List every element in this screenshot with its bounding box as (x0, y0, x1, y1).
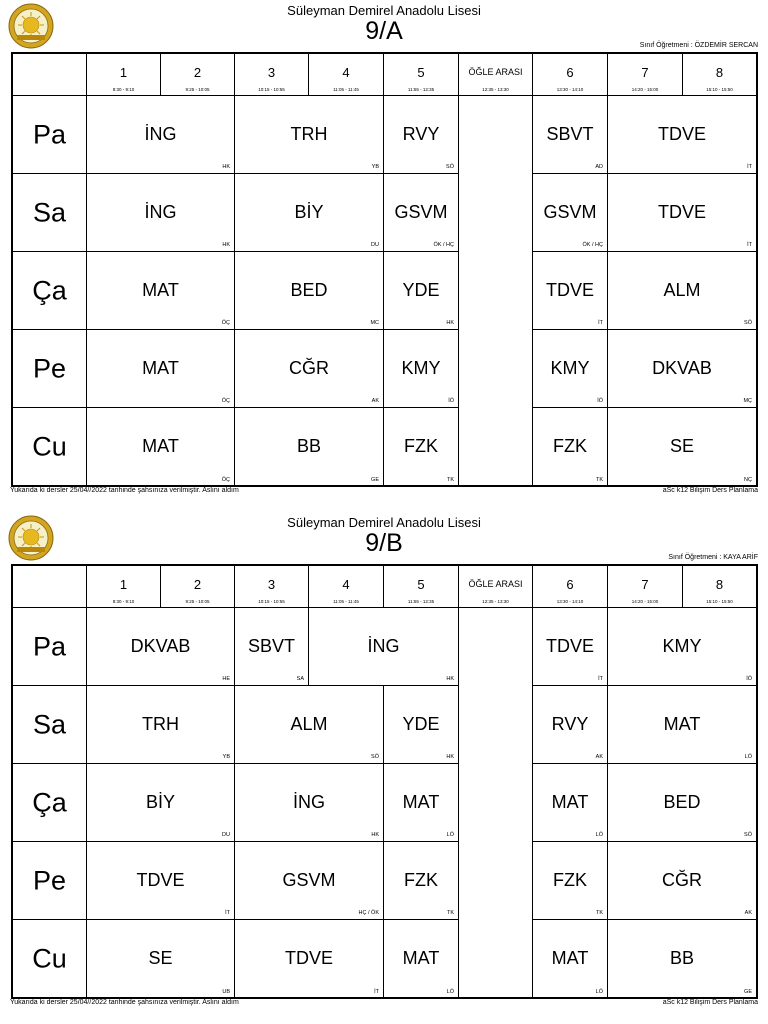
period-number: 8 (715, 65, 724, 80)
lesson-cell (533, 330, 608, 408)
lesson-teacher: HK (222, 164, 230, 170)
lesson-subject: TDVE (284, 948, 333, 968)
lesson-subject: FZK (404, 436, 438, 456)
lesson-subject: BB (669, 948, 694, 968)
lesson-cell (384, 842, 459, 920)
day-name: Pa (32, 119, 67, 149)
period-time: 9:25 - 10:05 (185, 599, 210, 604)
period-header (683, 566, 756, 608)
period-number: 8 (715, 577, 724, 592)
lesson-subject: MAT (551, 792, 589, 812)
lesson-teacher: İT (747, 164, 752, 170)
period-header (533, 566, 608, 608)
lesson-subject: GSVM (394, 202, 448, 222)
class-timetable (0, 0, 768, 510)
timetable-grid (11, 564, 758, 999)
lesson-cell (384, 174, 459, 252)
lesson-cell (235, 408, 384, 486)
lesson-cell (384, 686, 459, 764)
lesson-subject: TRH (142, 714, 179, 734)
lesson-subject: KMY (662, 636, 702, 656)
lesson-teacher: AD (595, 164, 603, 170)
lesson-subject: İNG (144, 202, 177, 222)
lesson-teacher: SÖ (446, 164, 454, 170)
lesson-teacher: GE (371, 477, 379, 483)
period-header (533, 54, 608, 96)
lesson-teacher: SA (296, 676, 304, 682)
lesson-subject: TDVE (545, 280, 594, 300)
lesson-subject: SE (148, 948, 173, 968)
lesson-cell (608, 252, 756, 330)
period-header (309, 566, 384, 608)
day-name: Pe (32, 353, 67, 383)
lesson-cell (608, 408, 756, 486)
timetable-grid (11, 52, 758, 487)
lesson-teacher: DU (371, 242, 379, 248)
period-number: 7 (641, 65, 649, 80)
day-label-cell (13, 174, 87, 252)
lesson-cell (384, 920, 459, 998)
period-header (87, 54, 161, 96)
lesson-subject: RVY (402, 124, 440, 144)
lesson-teacher: HK (371, 832, 379, 838)
footer-note: Yukarıda ki dersler 25/04//2022 tarihinde şahsınıza verilmiştir. Aslını aldım (10, 487, 239, 494)
lesson-subject: BİY (294, 202, 324, 222)
lesson-subject: FZK (553, 870, 587, 890)
lesson-teacher: SÖ (371, 754, 379, 760)
lesson-cell (87, 252, 235, 330)
lesson-teacher: NÇ (744, 477, 752, 483)
lesson-teacher: İÖ (746, 676, 752, 682)
lesson-subject: FZK (404, 870, 438, 890)
lesson-subject: DKVAB (652, 358, 712, 378)
lesson-teacher: ÖK / HÇ (582, 242, 603, 248)
lesson-teacher: İT (374, 989, 379, 995)
period-header (161, 54, 235, 96)
lesson-subject: MAT (402, 948, 440, 968)
lesson-teacher: LÖ (744, 754, 752, 760)
lesson-teacher: AK (595, 754, 603, 760)
lesson-cell (87, 330, 235, 408)
lesson-cell (87, 608, 235, 686)
lesson-subject: İNG (367, 636, 400, 656)
period-time: 12:35 - 13:30 (482, 87, 509, 92)
day-name: Sa (32, 197, 67, 227)
lesson-cell (608, 764, 756, 842)
day-name: Ça (32, 275, 67, 305)
lesson-cell (533, 96, 608, 174)
period-header (608, 54, 683, 96)
lesson-subject: TDVE (657, 124, 706, 144)
lesson-cell (608, 686, 756, 764)
lesson-subject: DKVAB (130, 636, 191, 656)
period-header (87, 566, 161, 608)
lesson-teacher: TK (446, 910, 454, 916)
period-number: 5 (417, 65, 425, 80)
lesson-cell (87, 764, 235, 842)
lesson-subject: GSVM (543, 202, 597, 222)
footer-software: aSc k12 Bilişim Ders Planlama (662, 999, 758, 1006)
period-header (683, 54, 756, 96)
lesson-subject: TDVE (136, 870, 185, 890)
period-header (384, 566, 459, 608)
lesson-teacher: İT (598, 320, 603, 326)
lesson-teacher: ÖÇ (221, 477, 230, 483)
lesson-cell (533, 408, 608, 486)
lesson-cell (533, 174, 608, 252)
period-time: 14:20 - 15:00 (631, 87, 659, 92)
period-header (384, 54, 459, 96)
lesson-subject: SE (669, 436, 694, 456)
day-label-cell (13, 686, 87, 764)
school-name: Süleyman Demirel Anadolu Lisesi (287, 515, 481, 530)
lesson-cell (384, 96, 459, 174)
day-label-cell (13, 408, 87, 486)
period-number: 6 (566, 65, 574, 80)
lesson-subject: İNG (144, 124, 177, 144)
lesson-teacher: LÖ (595, 832, 603, 838)
lesson-subject: BB (296, 436, 321, 456)
lesson-cell (608, 96, 756, 174)
lesson-subject: KMY (401, 358, 441, 378)
lesson-teacher: TK (595, 477, 603, 483)
lesson-cell (533, 252, 608, 330)
period-header (161, 566, 235, 608)
lesson-cell (235, 686, 384, 764)
lesson-teacher: TK (446, 477, 454, 483)
header-corner (13, 54, 87, 96)
period-time: 13:30 - 14:10 (556, 87, 584, 92)
period-time: 11:55 - 12:35 (407, 599, 435, 604)
lesson-cell (608, 842, 756, 920)
period-time: 12:35 - 13:30 (482, 599, 509, 604)
lesson-cell (87, 920, 235, 998)
period-number: 1 (119, 65, 128, 80)
lesson-cell (87, 96, 235, 174)
period-number: 2 (193, 65, 202, 80)
lesson-teacher: TK (595, 910, 603, 916)
lesson-subject: ALM (290, 714, 328, 734)
lesson-subject: TRH (290, 124, 328, 144)
lesson-subject: MAT (551, 948, 589, 968)
class-teacher: Sınıf Öğretmeni : KAYA ARİF (668, 554, 758, 561)
period-header (235, 566, 309, 608)
footer-note: Yukarıda ki dersler 25/04//2022 tarihinde şahsınıza verilmiştir. Aslını aldım (10, 999, 239, 1006)
footer-software: aSc k12 Bilişim Ders Planlama (662, 487, 758, 494)
period-number: 7 (641, 577, 649, 592)
lesson-cell (235, 920, 384, 998)
lesson-teacher: İÖ (448, 398, 454, 404)
lesson-teacher: LÖ (446, 832, 454, 838)
lunch-header (459, 54, 533, 96)
lunch-header (459, 566, 533, 608)
lesson-teacher: MÇ (743, 398, 752, 404)
lesson-subject: CĞR (662, 870, 702, 890)
lesson-teacher: İT (747, 242, 752, 248)
period-number: 1 (119, 577, 128, 592)
period-number: 6 (566, 577, 574, 592)
lesson-cell (87, 686, 235, 764)
lesson-cell (384, 330, 459, 408)
class-title: 9/A (365, 17, 403, 45)
lesson-teacher: MC (370, 320, 379, 326)
lesson-subject: TDVE (657, 202, 706, 222)
lunch-column (459, 608, 533, 998)
period-time: 10:15 - 10:55 (258, 599, 285, 604)
lesson-cell (235, 608, 309, 686)
lesson-subject: KMY (550, 358, 590, 378)
lesson-cell (87, 174, 235, 252)
lunch-label: ÖĞLE ARASI (468, 67, 523, 77)
day-label-cell (13, 96, 87, 174)
lesson-cell (533, 608, 608, 686)
period-time: 15:10 - 15:50 (706, 87, 733, 92)
period-time: 8:30 - 9:10 (112, 87, 135, 92)
day-name: Sa (32, 709, 67, 739)
lesson-teacher: İÖ (597, 398, 603, 404)
lesson-cell (533, 764, 608, 842)
period-header (608, 566, 683, 608)
lesson-subject: MAT (402, 792, 440, 812)
lesson-subject: MAT (142, 358, 179, 378)
lesson-teacher: ÖÇ (221, 398, 230, 404)
lesson-subject: RVY (551, 714, 589, 734)
lesson-teacher: ÖÇ (221, 320, 230, 326)
period-time: 11:05 - 11:45 (333, 599, 359, 604)
period-number: 4 (342, 65, 350, 80)
day-label-cell (13, 330, 87, 408)
lesson-cell (608, 174, 756, 252)
period-time: 11:55 - 12:35 (407, 87, 435, 92)
period-time: 11:05 - 11:45 (333, 87, 359, 92)
lesson-subject: TDVE (545, 636, 594, 656)
lesson-cell (384, 764, 459, 842)
lesson-subject: GSVM (282, 870, 336, 890)
lesson-cell (87, 842, 235, 920)
lunch-label: ÖĞLE ARASI (468, 579, 523, 589)
day-label-cell (13, 764, 87, 842)
lesson-cell (533, 842, 608, 920)
lesson-teacher: İT (598, 676, 603, 682)
lunch-column (459, 96, 533, 486)
period-time: 9:25 - 10:05 (185, 87, 210, 92)
lesson-cell (235, 252, 384, 330)
lesson-teacher: DU (222, 832, 230, 838)
lesson-subject: MAT (142, 436, 179, 456)
lesson-subject: YDE (402, 280, 440, 300)
period-number: 2 (193, 577, 202, 592)
lesson-subject: MAT (663, 714, 701, 734)
lesson-subject: SBVT (546, 124, 594, 144)
lesson-subject: ALM (663, 280, 701, 300)
period-time: 13:30 - 14:10 (556, 599, 584, 604)
lesson-subject: SBVT (247, 636, 295, 656)
period-number: 5 (417, 577, 425, 592)
period-number: 3 (267, 577, 276, 592)
lesson-teacher: HK (446, 320, 454, 326)
lesson-teacher: HÇ / ÖK (358, 910, 379, 916)
lesson-cell (384, 252, 459, 330)
lesson-teacher: LÖ (446, 989, 454, 995)
period-time: 10:15 - 10:55 (258, 87, 285, 92)
lesson-cell (309, 608, 459, 686)
lesson-cell (533, 686, 608, 764)
lesson-teacher: HE (222, 676, 230, 682)
day-name: Cu (32, 943, 67, 974)
lesson-cell (608, 608, 756, 686)
period-time: 14:20 - 15:00 (631, 599, 659, 604)
lesson-teacher: AK (744, 910, 752, 916)
period-time: 8:30 - 9:10 (112, 599, 135, 604)
lesson-subject: BİY (145, 792, 175, 812)
period-header (235, 54, 309, 96)
lesson-cell (384, 408, 459, 486)
lesson-teacher: HK (446, 676, 454, 682)
day-label-cell (13, 920, 87, 998)
school-name: Süleyman Demirel Anadolu Lisesi (287, 3, 481, 18)
lesson-cell (235, 174, 384, 252)
class-title: 9/B (365, 529, 403, 557)
lesson-teacher: SÖ (744, 832, 752, 838)
lesson-subject: FZK (553, 436, 587, 456)
day-name: Pa (32, 631, 67, 661)
lesson-teacher: İT (225, 910, 230, 916)
lesson-teacher: ÖK / HÇ (433, 242, 454, 248)
lesson-cell (235, 842, 384, 920)
lesson-cell (235, 764, 384, 842)
class-timetable (0, 512, 768, 1022)
day-label-cell (13, 608, 87, 686)
lesson-cell (608, 330, 756, 408)
period-header (309, 54, 384, 96)
lesson-cell (235, 96, 384, 174)
day-name: Cu (32, 431, 67, 462)
period-number: 4 (342, 577, 350, 592)
lesson-subject: BED (290, 280, 328, 300)
lesson-teacher: GE (744, 989, 752, 995)
lesson-teacher: LÖ (595, 989, 603, 995)
lesson-cell (608, 920, 756, 998)
lesson-teacher: SÖ (744, 320, 752, 326)
lesson-cell (533, 920, 608, 998)
class-teacher: Sınıf Öğretmeni : ÖZDEMİR SERCAN (639, 42, 758, 49)
lesson-subject: BED (663, 792, 701, 812)
lesson-subject: CĞR (289, 358, 329, 378)
lesson-cell (235, 330, 384, 408)
lesson-teacher: HK (446, 754, 454, 760)
lesson-teacher: UB (222, 989, 230, 995)
day-label-cell (13, 842, 87, 920)
lesson-teacher: HK (222, 242, 230, 248)
lesson-subject: MAT (142, 280, 179, 300)
lesson-teacher: YB (222, 754, 230, 760)
day-name: Pe (32, 865, 67, 895)
period-time: 15:10 - 15:50 (706, 599, 733, 604)
lesson-teacher: YB (371, 164, 379, 170)
lesson-teacher: AK (371, 398, 379, 404)
header-corner (13, 566, 87, 608)
day-name: Ça (32, 787, 67, 817)
lesson-subject: İNG (292, 792, 325, 812)
day-label-cell (13, 252, 87, 330)
lesson-subject: YDE (402, 714, 440, 734)
period-number: 3 (267, 65, 276, 80)
lesson-cell (87, 408, 235, 486)
